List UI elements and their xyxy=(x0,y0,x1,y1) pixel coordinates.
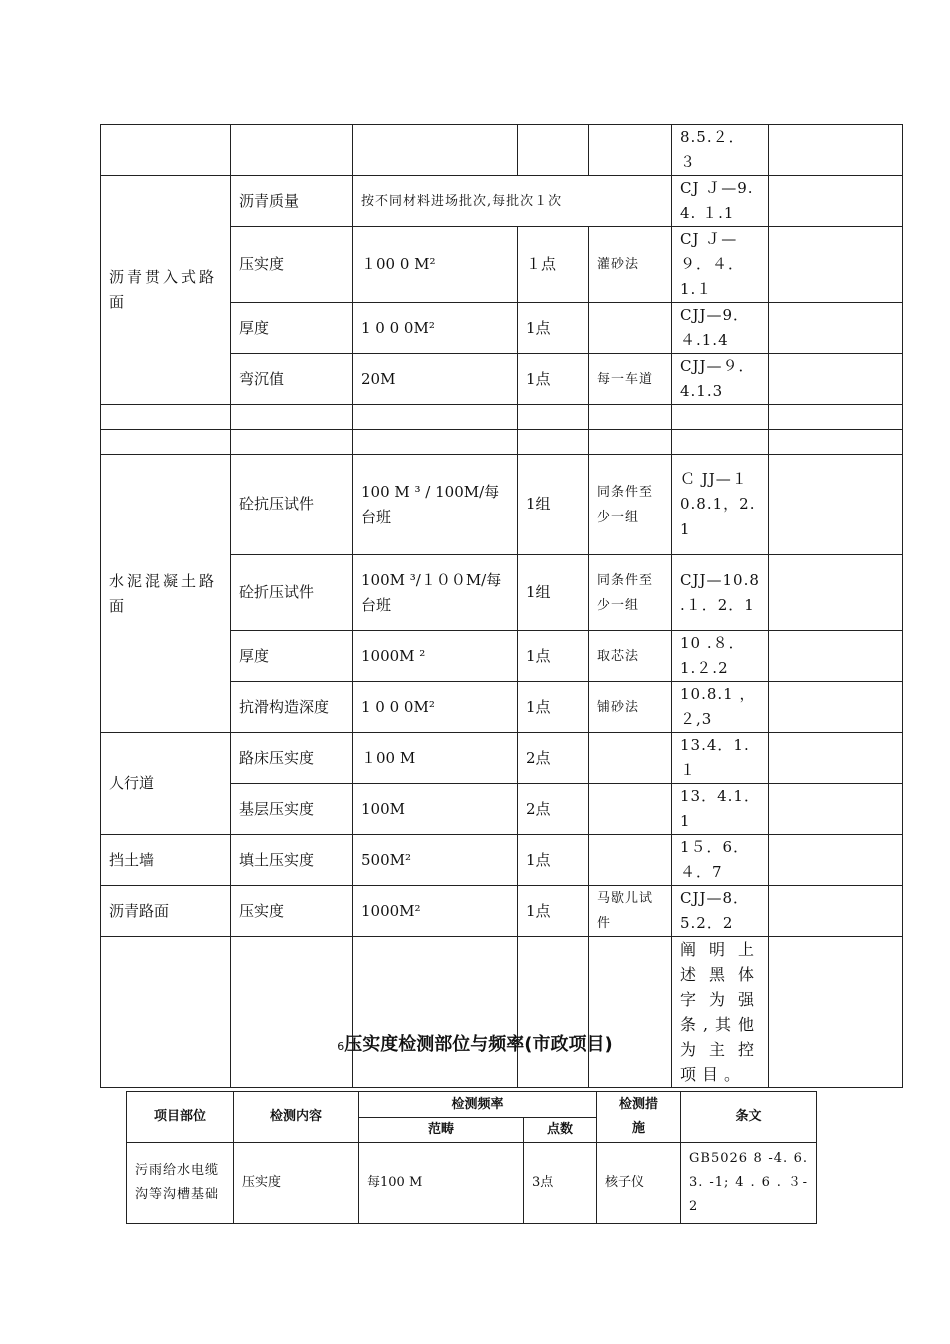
method-cell xyxy=(589,733,672,784)
content-cell: 填土压实度 xyxy=(231,835,353,886)
section-heading xyxy=(0,1030,950,1056)
content-cell: 厚度 xyxy=(231,631,353,682)
header-method: 检测措施 xyxy=(597,1092,681,1143)
points-cell: 1点 xyxy=(518,835,589,886)
method-cell xyxy=(589,303,672,354)
category-cell: 沥青贯入式路面 xyxy=(101,176,231,405)
content-cell: 砼折压试件 xyxy=(231,555,353,631)
content-cell: 砼抗压试件 xyxy=(231,455,353,555)
table-row xyxy=(101,176,903,227)
points-cell: 1点 xyxy=(518,631,589,682)
standard-cell: CJJ—10.8 .１．2．1 xyxy=(672,555,769,631)
header-location: 项目部位 xyxy=(127,1092,234,1143)
method-cell: 核子仪 xyxy=(597,1143,681,1224)
scope-cell: 1 0 0 0M² xyxy=(353,303,518,354)
points-cell: 1点 xyxy=(518,303,589,354)
points-cell: 3点 xyxy=(524,1143,597,1224)
location-cell: 污雨给水电缆沟等沟槽基础 xyxy=(127,1143,234,1224)
content-cell: 压实度 xyxy=(231,886,353,937)
empty-row xyxy=(101,430,903,455)
scope-cell: １00 0 M² xyxy=(353,227,518,303)
category-cell: 人行道 xyxy=(101,733,231,835)
method-cell xyxy=(589,835,672,886)
section-number: 6 xyxy=(337,1040,345,1053)
points-cell: 1点 xyxy=(518,354,589,405)
content-cell: 路床压实度 xyxy=(231,733,353,784)
table-row xyxy=(101,835,903,886)
header-scope: 范畴 xyxy=(359,1118,524,1143)
scope-cell: 1000M ² xyxy=(353,631,518,682)
table-row xyxy=(101,455,903,555)
content-cell: 压实度 xyxy=(234,1143,359,1224)
standard-cell: CJJ—8．5.2．2 xyxy=(672,886,769,937)
standard-cell: 10.8.1 ，２,3 xyxy=(672,682,769,733)
content-cell: 弯沉值 xyxy=(231,354,353,405)
method-cell: 灌砂法 xyxy=(589,227,672,303)
standard-cell: Ｃ JJ—１0.8.1，2.1 xyxy=(672,455,769,555)
header-frequency: 检测频率 xyxy=(359,1092,597,1118)
standard-cell: CJ Ｊ—9.4. １.1 xyxy=(672,176,769,227)
header-clause: 条文 xyxy=(681,1092,817,1143)
scope-cell: １00 M xyxy=(353,733,518,784)
category-cell: 水泥混凝土路面 xyxy=(101,455,231,733)
method-cell: 同条件至少一组 xyxy=(589,455,672,555)
standard-cell: 10 .８．1.２.2 xyxy=(672,631,769,682)
points-cell: 1组 xyxy=(518,455,589,555)
table-row xyxy=(101,125,903,176)
header-content: 检测内容 xyxy=(234,1092,359,1143)
standard-cell: CJJ—９．4.1.3 xyxy=(672,354,769,405)
header-points: 点数 xyxy=(524,1118,597,1143)
scope-cell: 按不同材料进场批次,每批次１次 xyxy=(353,176,672,227)
method-cell: 取芯法 xyxy=(589,631,672,682)
standard-cell: CJJ—9．４.1.4 xyxy=(672,303,769,354)
table-row xyxy=(101,733,903,784)
inspection-table xyxy=(100,124,903,1088)
standard-cell: CJ Ｊ—９．４．1.１ xyxy=(672,227,769,303)
scope-cell: 100 M ³ / 100M/每台班 xyxy=(353,455,518,555)
scope-cell: 100M xyxy=(353,784,518,835)
category-cell: 挡土墙 xyxy=(101,835,231,886)
note-cell: 阐明上述黑体字为强条,其他为主控项目。 xyxy=(672,937,769,1088)
method-cell: 铺砂法 xyxy=(589,682,672,733)
scope-cell: 每100 M xyxy=(359,1143,524,1224)
points-cell: 2点 xyxy=(518,733,589,784)
content-cell: 基层压实度 xyxy=(231,784,353,835)
standard-cell: 13．4.1．1 xyxy=(672,784,769,835)
content-cell: 压实度 xyxy=(231,227,353,303)
standard-cell: 1５．6．４．7 xyxy=(672,835,769,886)
compaction-frequency-table xyxy=(126,1091,817,1224)
scope-cell: 500M² xyxy=(353,835,518,886)
scope-cell: 100M ³/１００M/每台班 xyxy=(353,555,518,631)
empty-row xyxy=(101,405,903,430)
category-cell: 沥青路面 xyxy=(101,886,231,937)
standard-cell: 8.5.２．３ xyxy=(672,125,769,176)
scope-cell: 1 0 0 0M² xyxy=(353,682,518,733)
scope-cell: 1000M² xyxy=(353,886,518,937)
clause-cell: GB5026 8 -4. 6. 3. -1; 4 . 6 . ３-2 xyxy=(681,1143,817,1224)
method-cell xyxy=(589,784,672,835)
standard-cell: 13.4．1.１ xyxy=(672,733,769,784)
content-cell: 厚度 xyxy=(231,303,353,354)
header-row xyxy=(127,1092,817,1118)
method-cell: 同条件至少一组 xyxy=(589,555,672,631)
content-cell: 抗滑构造深度 xyxy=(231,682,353,733)
table-row xyxy=(101,886,903,937)
points-cell: 1点 xyxy=(518,682,589,733)
note-row xyxy=(101,937,903,1088)
method-cell: 马歇儿试件 xyxy=(589,886,672,937)
section-title: 压实度检测部位与频率(市政项目) xyxy=(344,1034,613,1055)
content-cell: 沥青质量 xyxy=(231,176,353,227)
table-row xyxy=(127,1143,817,1224)
points-cell: 2点 xyxy=(518,784,589,835)
method-cell: 每一车道 xyxy=(589,354,672,405)
points-cell: 1组 xyxy=(518,555,589,631)
scope-cell: 20M xyxy=(353,354,518,405)
points-cell: １点 xyxy=(518,227,589,303)
points-cell: 1点 xyxy=(518,886,589,937)
